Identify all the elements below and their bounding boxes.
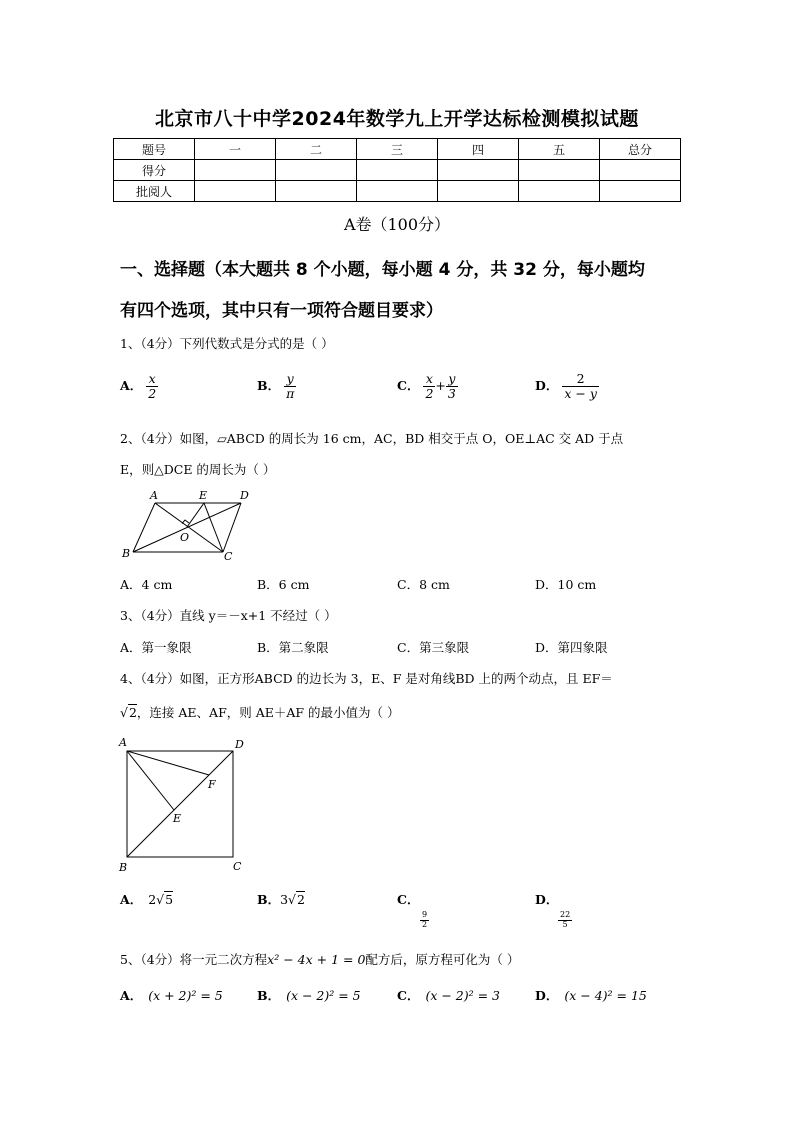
q2-option-a[interactable]: A．4 cm xyxy=(120,577,173,592)
option-label: A． xyxy=(120,988,143,1003)
label-o: O xyxy=(180,531,190,544)
denominator: x − y xyxy=(564,385,597,401)
score-cell[interactable] xyxy=(195,160,276,181)
score-table xyxy=(113,138,681,202)
numerator: 22 xyxy=(560,910,571,919)
radicand: 2 xyxy=(297,892,305,907)
q1-option-c[interactable] xyxy=(397,372,458,401)
exam-title: 北京市八十中学2024年数学九上开学达标检测模拟试题 xyxy=(155,108,639,130)
option-expression: (x − 4)² = 15 xyxy=(564,988,647,1003)
option-expression: (x − 2)² = 5 xyxy=(286,988,361,1003)
reviewer-cell[interactable] xyxy=(600,181,681,202)
label-a: A xyxy=(119,736,127,749)
volume-heading: A卷（100分） xyxy=(343,215,451,234)
q4-option-b[interactable] xyxy=(257,890,305,908)
question-5-prefix: 5、（4分）将一元二次方程 xyxy=(120,952,268,967)
plus-sign: + xyxy=(435,377,446,393)
denominator: 2 xyxy=(425,385,434,401)
label-c: C xyxy=(224,550,233,562)
q2-option-d[interactable]: D．10 cm xyxy=(535,577,597,592)
parallelogram-figure xyxy=(118,486,258,562)
label-b: B xyxy=(119,861,128,874)
option-label: C． xyxy=(397,377,420,393)
numerator: y xyxy=(286,371,294,386)
numerator: x xyxy=(425,371,433,386)
table-header-cell: 五 xyxy=(519,139,600,160)
reviewer-row xyxy=(114,181,681,202)
q4-option-c[interactable] xyxy=(397,890,419,908)
right-angle-mark xyxy=(182,520,189,524)
score-row xyxy=(114,160,681,181)
denominator: π xyxy=(286,385,295,401)
radicand: 2 xyxy=(128,705,137,720)
equation: x² − 4x + 1 = 0 xyxy=(267,952,366,967)
denominator: 2 xyxy=(148,385,157,401)
question-1-stem: 1、（4分）下列代数式是分式的是（ ） xyxy=(120,336,334,351)
q4-option-d[interactable] xyxy=(535,890,558,908)
reviewer-cell[interactable] xyxy=(519,181,600,202)
score-cell[interactable] xyxy=(276,160,357,181)
option-expression: (x − 2)² = 3 xyxy=(425,988,501,1003)
table-header-cell: 三 xyxy=(357,139,438,160)
label-e: E xyxy=(173,812,182,825)
row-label: 得分 xyxy=(114,160,195,181)
label-d: D xyxy=(240,489,249,502)
score-cell[interactable] xyxy=(600,160,681,181)
numerator: x xyxy=(148,371,156,386)
question-5-suffix: 配方后，原方程可化为（ ） xyxy=(365,952,520,967)
label-d: D xyxy=(235,738,244,751)
question-4-line2 xyxy=(120,703,400,721)
question-5-stem xyxy=(120,950,519,968)
row-label: 批阅人 xyxy=(114,181,195,202)
numerator: y xyxy=(448,371,456,386)
fraction xyxy=(284,372,296,401)
coefficient: 2 xyxy=(148,892,157,907)
table-header-cell: 四 xyxy=(438,139,519,160)
numerator: 2 xyxy=(576,371,585,386)
label-b: B xyxy=(122,547,131,560)
label-a: A xyxy=(150,489,158,502)
fraction xyxy=(446,372,458,401)
label-c: C xyxy=(233,860,242,873)
label-e: E xyxy=(199,489,208,502)
q3-option-b[interactable]: B．第二象限 xyxy=(257,640,329,655)
label-f: F xyxy=(208,778,216,791)
option-label: C． xyxy=(397,988,420,1003)
q2-option-b[interactable]: B．6 cm xyxy=(257,577,310,592)
score-cell[interactable] xyxy=(438,160,519,181)
denominator: 3 xyxy=(447,385,456,401)
diagonal-bd xyxy=(133,503,241,552)
option-label: D． xyxy=(535,988,559,1003)
table-header-cell: 题号 xyxy=(114,139,195,160)
q1-option-d[interactable] xyxy=(535,372,599,401)
q3-option-c[interactable]: C．第三象限 xyxy=(397,640,470,655)
sqrt-expression: √2 xyxy=(288,892,305,907)
coefficient: 3 xyxy=(280,892,289,907)
question-2-line1: 2、（4分）如图，▱ABCD 的周长为 16 cm，AC，BD 相交于点 O，OE⊥AC 交 AD 于点 xyxy=(120,431,624,446)
q5-option-a[interactable] xyxy=(120,986,223,1004)
q4-option-d-fraction xyxy=(558,911,572,930)
option-label: B． xyxy=(257,377,281,393)
reviewer-cell[interactable] xyxy=(276,181,357,202)
section-heading-line2: 有四个选项，其中只有一项符合题目要求） xyxy=(120,301,443,321)
score-table-header-row xyxy=(114,139,681,160)
option-label: D． xyxy=(535,377,559,393)
table-header-cell: 二 xyxy=(276,139,357,160)
numerator: 9 xyxy=(422,910,428,919)
option-label: C． xyxy=(397,892,420,907)
option-label: B． xyxy=(257,892,281,907)
radicand: 5 xyxy=(165,892,174,907)
score-cell[interactable] xyxy=(357,160,438,181)
q1-option-b[interactable] xyxy=(257,372,296,401)
segment-af xyxy=(127,751,209,775)
option-expression: (x + 2)² = 5 xyxy=(148,988,223,1003)
table-header-cell: 总分 xyxy=(600,139,681,160)
q2-option-c[interactable]: C．8 cm xyxy=(397,577,450,592)
fraction xyxy=(562,372,599,401)
question-2-line2: E，则△DCE 的周长为（ ） xyxy=(120,462,276,477)
q5-option-b[interactable] xyxy=(257,986,361,1004)
reviewer-cell[interactable] xyxy=(357,181,438,202)
sqrt-expression: √2 xyxy=(120,705,137,720)
fraction xyxy=(423,372,435,401)
option-label: A． xyxy=(120,377,143,393)
denominator: 2 xyxy=(422,919,428,929)
q1-option-a[interactable] xyxy=(120,372,158,401)
diagonal-ac xyxy=(155,503,223,552)
table-header-cell: 一 xyxy=(195,139,276,160)
q4-option-a[interactable] xyxy=(120,890,173,908)
segment-ae xyxy=(127,751,174,810)
denominator: 5 xyxy=(558,920,572,930)
sqrt-expression: √5 xyxy=(156,892,174,907)
reviewer-cell[interactable] xyxy=(195,181,276,202)
fraction xyxy=(146,372,158,401)
section-heading-line1: 一、选择题（本大题共 8 个小题，每小题 4 分，共 32 分，每小题均 xyxy=(120,260,645,280)
option-label: A． xyxy=(120,892,143,907)
option-label: D． xyxy=(535,892,559,907)
question-4-line2-text: ，连接 AE、AF，则 AE＋AF 的最小值为（ ） xyxy=(136,705,400,720)
option-label: B． xyxy=(257,988,281,1003)
question-4-line1: 4、（4分）如图，正方形ABCD 的边长为 3，E、F 是对角线BD 上的两个动点，且 EF＝ xyxy=(120,671,613,686)
square-figure xyxy=(115,732,255,878)
q3-option-a[interactable]: A．第一象限 xyxy=(120,640,192,655)
q4-option-c-fraction xyxy=(420,911,429,930)
score-cell[interactable] xyxy=(519,160,600,181)
q5-option-c[interactable] xyxy=(397,986,500,1004)
question-3-stem: 3、（4分）直线 y＝－x+1 不经过（ ） xyxy=(120,608,337,623)
q5-option-d[interactable] xyxy=(535,986,647,1004)
q3-option-d[interactable]: D．第四象限 xyxy=(535,640,608,655)
side-ab xyxy=(133,503,155,552)
reviewer-cell[interactable] xyxy=(438,181,519,202)
